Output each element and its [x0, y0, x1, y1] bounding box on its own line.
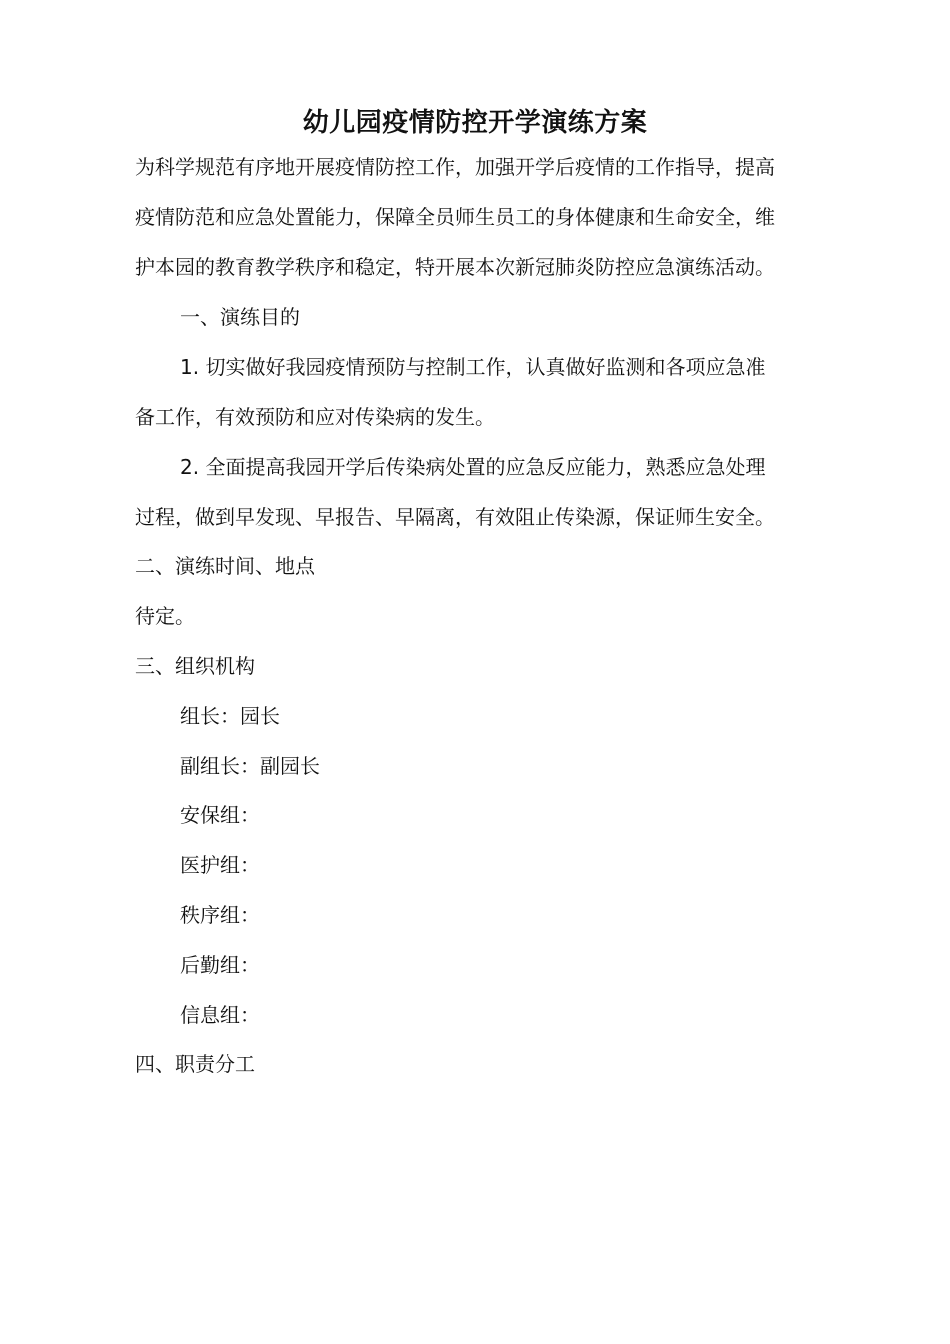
section-heading-1: 一、演练目的	[180, 305, 300, 329]
org-security-group: 安保组：	[180, 803, 260, 827]
purpose-item-1-line-2: 备工作，有效预防和应对传染病的发生。	[135, 405, 495, 429]
org-leader: 组长：园长	[180, 704, 280, 728]
section-heading-3: 三、组织机构	[135, 654, 255, 678]
org-medical-group: 医护组：	[180, 853, 260, 877]
time-place-text: 待定。	[135, 604, 195, 628]
purpose-item-2-line-2: 过程，做到早发现、早报告、早隔离，有效阻止传染源，保证师生安全。	[135, 505, 775, 529]
intro-line-2: 疫情防范和应急处置能力，保障全员师生员工的身体健康和生命安全，维	[135, 205, 775, 229]
org-deputy-leader: 副组长：副园长	[180, 754, 320, 778]
section-heading-4: 四、职责分工	[135, 1052, 255, 1076]
org-logistics-group: 后勤组：	[180, 953, 260, 977]
purpose-item-1-line-1: 1. 切实做好我园疫情预防与控制工作，认真做好监测和各项应急准	[180, 355, 766, 379]
purpose-item-2-line-1: 2. 全面提高我园开学后传染病处置的应急反应能力，熟悉应急处理	[180, 455, 766, 479]
org-info-group: 信息组：	[180, 1003, 260, 1027]
section-heading-2: 二、演练时间、地点	[135, 554, 315, 578]
org-order-group: 秩序组：	[180, 903, 260, 927]
document-title: 幼儿园疫情防控开学演练方案	[302, 108, 648, 138]
intro-line-1: 为科学规范有序地开展疫情防控工作，加强开学后疫情的工作指导，提高	[135, 155, 775, 179]
intro-line-3: 护本园的教育教学秩序和稳定，特开展本次新冠肺炎防控应急演练活动。	[135, 255, 775, 279]
